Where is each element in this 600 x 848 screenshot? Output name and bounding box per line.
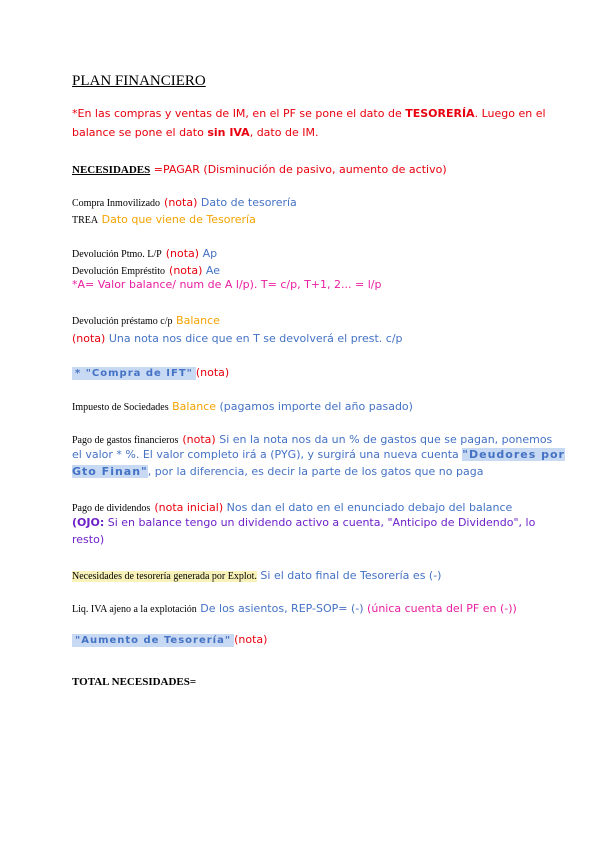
nota-cp-desc: Una nota nos dice que en T se devolverá el prest. c/p [105, 332, 403, 345]
dividendos-label: Pago de dividendos [72, 503, 151, 514]
necesidades-tesoreria-line [72, 567, 441, 583]
intro-text-f: , dato de IM. [249, 126, 319, 139]
impuesto-label: Impuesto de Sociedades [72, 402, 169, 413]
devolucion-emp-line [72, 262, 220, 278]
devolucion-ptmo-nota: (nota) [165, 247, 200, 260]
gastos-line-1 [72, 431, 552, 447]
liq-iva-note: (única cuenta del PF en (-)) [363, 602, 517, 615]
intro-tesoreria: TESORERÍA [405, 107, 475, 120]
dividendos-line [72, 499, 512, 515]
necesidades-tesoreria-desc: Si el dato final de Tesorería es (-) [256, 569, 442, 582]
aumento-label: "Aumento de Tesorería" [72, 634, 234, 647]
devolucion-emp-nota: (nota) [169, 264, 203, 277]
gastos-deudores-highlight: "Deudores por [462, 448, 565, 461]
dividendos-nota: (nota inicial) [154, 501, 224, 514]
impuesto-desc: (pagamos importe del año pasado) [216, 400, 413, 413]
devolucion-cp-line [72, 312, 220, 328]
aumento-line [72, 631, 267, 647]
gastos-line-2 [72, 449, 565, 460]
aumento-nota: (nota) [234, 633, 268, 646]
intro-text-a: *En las compras y ventas de IM, en el PF se pone el dato de [72, 107, 406, 120]
trea-label: TREA [72, 215, 99, 226]
nota-cp-nota: (nota) [72, 332, 106, 345]
liq-iva-desc: De los asientos, REP-SOP= (-) [196, 602, 364, 615]
ift-line [72, 364, 229, 380]
total-necesidades: TOTAL NECESIDADES= [72, 676, 197, 688]
compra-desc: Dato de tesorería [197, 196, 297, 209]
devolucion-ptmo-desc: Ap [199, 247, 218, 260]
dividendos-ojo-line [72, 517, 535, 528]
intro-sin-iva: sin IVA [207, 126, 250, 139]
intro-text-d: balance se pone el dato [72, 126, 208, 139]
intro-line-2 [72, 127, 318, 138]
intro-line-1 [72, 108, 546, 119]
necesidades-label: NECESIDADES [72, 164, 151, 176]
liq-iva-label: Liq. IVA ajeno a la explotación [72, 604, 197, 615]
necesidades-tesoreria-label: Necesidades de tesorería generada por Explot. [72, 571, 257, 582]
nota-cp-line [72, 330, 403, 346]
intro-text-c: . Luego en el [474, 107, 546, 120]
necesidades-heading [72, 161, 447, 177]
ift-nota: (nota) [195, 366, 230, 379]
devolucion-ptmo-label: Devolución Ptmo. L/P [72, 249, 162, 260]
compra-line [72, 194, 297, 210]
gastos-label: Pago de gastos financieros [72, 435, 179, 446]
impuesto-line [72, 398, 413, 414]
gastos-desc-2: el valor * %. El valor completo irá a (PYG), y surgirá una nueva cuenta [72, 448, 463, 461]
devolucion-cp-label: Devolución préstamo c/p [72, 316, 173, 327]
compra-nota: (nota) [164, 196, 198, 209]
gastos-finan-highlight: Gto Finan" [72, 465, 148, 478]
dividendos-ojo-desc: Si en balance tengo un dividendo activo a cuenta, "Anticipo de Dividendo", lo [104, 516, 536, 529]
page-title: PLAN FINANCIERO [72, 73, 206, 89]
gastos-nota: (nota) [182, 433, 216, 446]
necesidades-desc: =PAGAR (Disminución de pasivo, aumento de activo) [150, 163, 447, 176]
gastos-line-3 [72, 466, 483, 477]
devolucion-cp-desc: Balance [172, 314, 220, 327]
devolucion-emp-desc: Ae [202, 264, 220, 277]
devolucion-emp-label: Devolución Empréstito [72, 266, 166, 277]
devolucion-ptmo-line [72, 245, 217, 261]
dividendos-desc: Nos dan el dato en el enunciado debajo del balance [223, 501, 513, 514]
ift-label: * "Compra de IFT" [72, 367, 196, 380]
gastos-desc-1: Si en la nota nos da un % de gastos que se pagan, ponemos [215, 433, 553, 446]
dividendos-resto: resto) [72, 533, 105, 546]
impuesto-balance: Balance [168, 400, 217, 413]
gastos-desc-3: , por la diferencia, es decir la parte de los gatos que no paga [147, 465, 484, 478]
compra-label: Compra Inmovilizado [72, 198, 161, 209]
formula-line: *A= Valor balance/ num de A l/p). T= c/p, T+1, 2... = l/p [72, 278, 382, 291]
trea-desc: Dato que viene de Tesorería [98, 213, 256, 226]
liq-iva-line [72, 600, 517, 616]
dividendos-ojo: (OJO: [72, 516, 105, 529]
trea-line [72, 211, 256, 227]
